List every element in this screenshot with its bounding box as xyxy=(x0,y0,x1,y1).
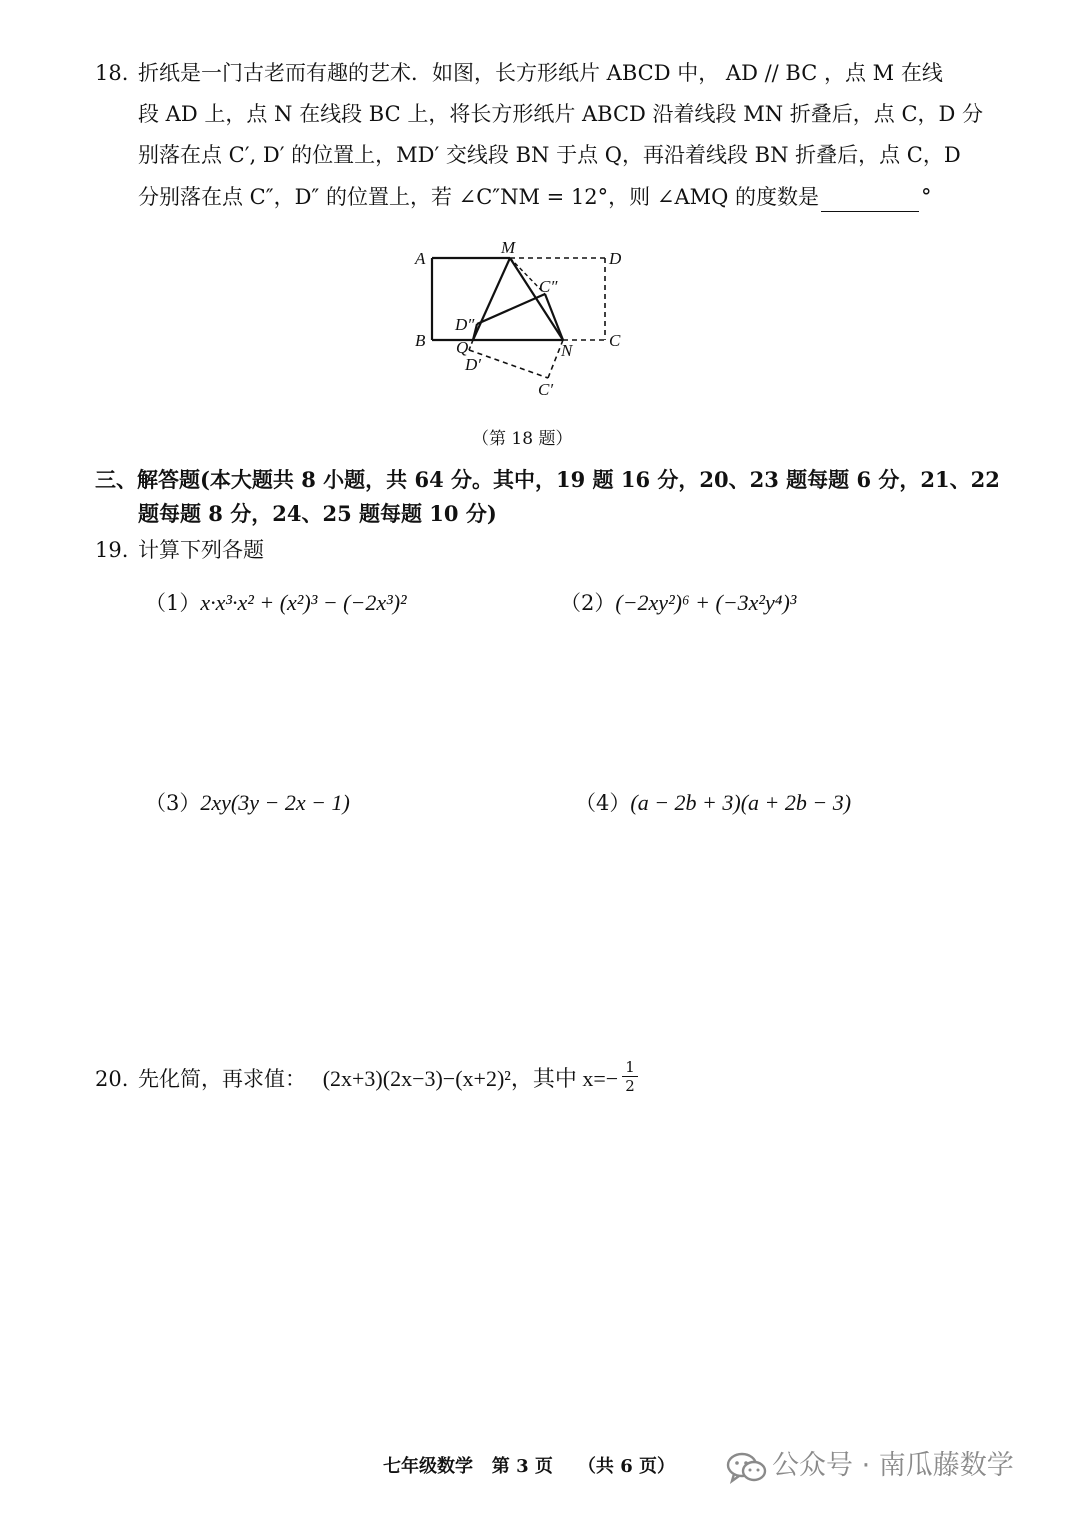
q19-part-4-expression: (a − 2b + 3)(a + 2b − 3) xyxy=(630,790,852,815)
figure-caption: （第 18 题） xyxy=(472,429,573,449)
fraction-denominator: 2 xyxy=(625,1077,635,1095)
q19-part-3 xyxy=(145,788,350,818)
q19-part-2-label: （2） xyxy=(560,591,616,615)
label-a: A xyxy=(415,249,426,268)
q20-fraction xyxy=(622,1058,638,1095)
q18-line-3: 别落在点 C′, D′ 的位置上，MD′ 交线段 BN 于点 Q，再沿着线段 BN 折叠后，点 C，D xyxy=(138,143,961,167)
label-c: C xyxy=(609,331,621,350)
label-d2: D″ xyxy=(455,315,475,334)
fold-mn xyxy=(510,258,563,340)
label-d: D xyxy=(609,249,622,268)
q19-part-1 xyxy=(145,588,407,618)
watermark-text: 公众号 · 南瓜藤数学 xyxy=(772,1450,1014,1481)
question-number-19: 19. xyxy=(95,538,129,562)
degree-symbol: ° xyxy=(921,185,932,209)
question-number-18: 18. xyxy=(95,61,129,85)
q19-part-2 xyxy=(560,588,796,618)
watermark xyxy=(718,1447,1058,1487)
label-c2: C″ xyxy=(539,277,558,296)
q19-part-1-label: （1） xyxy=(145,591,201,615)
q20-text: 先化简，再求值： xyxy=(138,1067,306,1091)
q18-line-4 xyxy=(138,182,932,212)
section-3-heading-line-2: 题每题 8 分，24、25 题每题 10 分) xyxy=(138,501,497,526)
answer-blank[interactable] xyxy=(821,189,919,212)
label-d1: D′ xyxy=(465,355,481,374)
q19-part-4-label: （4） xyxy=(575,791,631,815)
fraction-numerator: 1 xyxy=(625,1058,635,1076)
q18-figure xyxy=(405,232,645,412)
q19-part-4 xyxy=(575,788,851,818)
wechat-icon xyxy=(726,1451,768,1485)
q19-part-3-expression: 2xy(3y − 2x − 1) xyxy=(200,790,350,815)
label-b: B xyxy=(415,331,426,350)
q19-part-2-expression: (−2xy²)⁶ + (−3x²y⁴)³ xyxy=(615,590,797,615)
section-3-heading-line-1: 三、解答题(本大题共 8 小题，共 64 分。其中，19 题 16 分，20、23 题每题 6 分，21、22 xyxy=(95,467,1000,492)
q19-title: 计算下列各题 xyxy=(138,538,264,562)
page-footer: 七年级数学 第 3 页 （共 6 页） xyxy=(383,1456,675,1477)
q20-expression: (2x+3)(2x−3)−(x+2)²，其中 x=− xyxy=(322,1066,619,1091)
label-m: M xyxy=(501,238,516,257)
label-c1: C′ xyxy=(538,380,554,399)
question-number-20: 20. xyxy=(95,1067,129,1091)
label-q: Q xyxy=(456,338,469,357)
q20-line xyxy=(138,1064,618,1094)
q19-part-1-expression: x·x³·x² + (x²)³ − (−2x³)² xyxy=(200,590,407,615)
q19-part-3-label: （3） xyxy=(145,791,201,815)
q18-line-2: 段 AD 上，点 N 在线段 BC 上，将长方形纸片 ABCD 沿着线段 MN 折叠后，点 C，D 分 xyxy=(138,102,984,126)
label-n: N xyxy=(561,341,573,360)
segment-mq xyxy=(473,258,510,340)
segment-qd1-dashed xyxy=(469,340,473,350)
q18-line-4-text: 分别落在点 C″，D″ 的位置上，若 ∠C″NM = 12°，则 ∠AMQ 的度数是 xyxy=(138,185,820,209)
q18-line-1: 折纸是一门古老而有趣的艺术．如图，长方形纸片 ABCD 中， AD // BC ，点 M 在线 xyxy=(138,61,943,85)
